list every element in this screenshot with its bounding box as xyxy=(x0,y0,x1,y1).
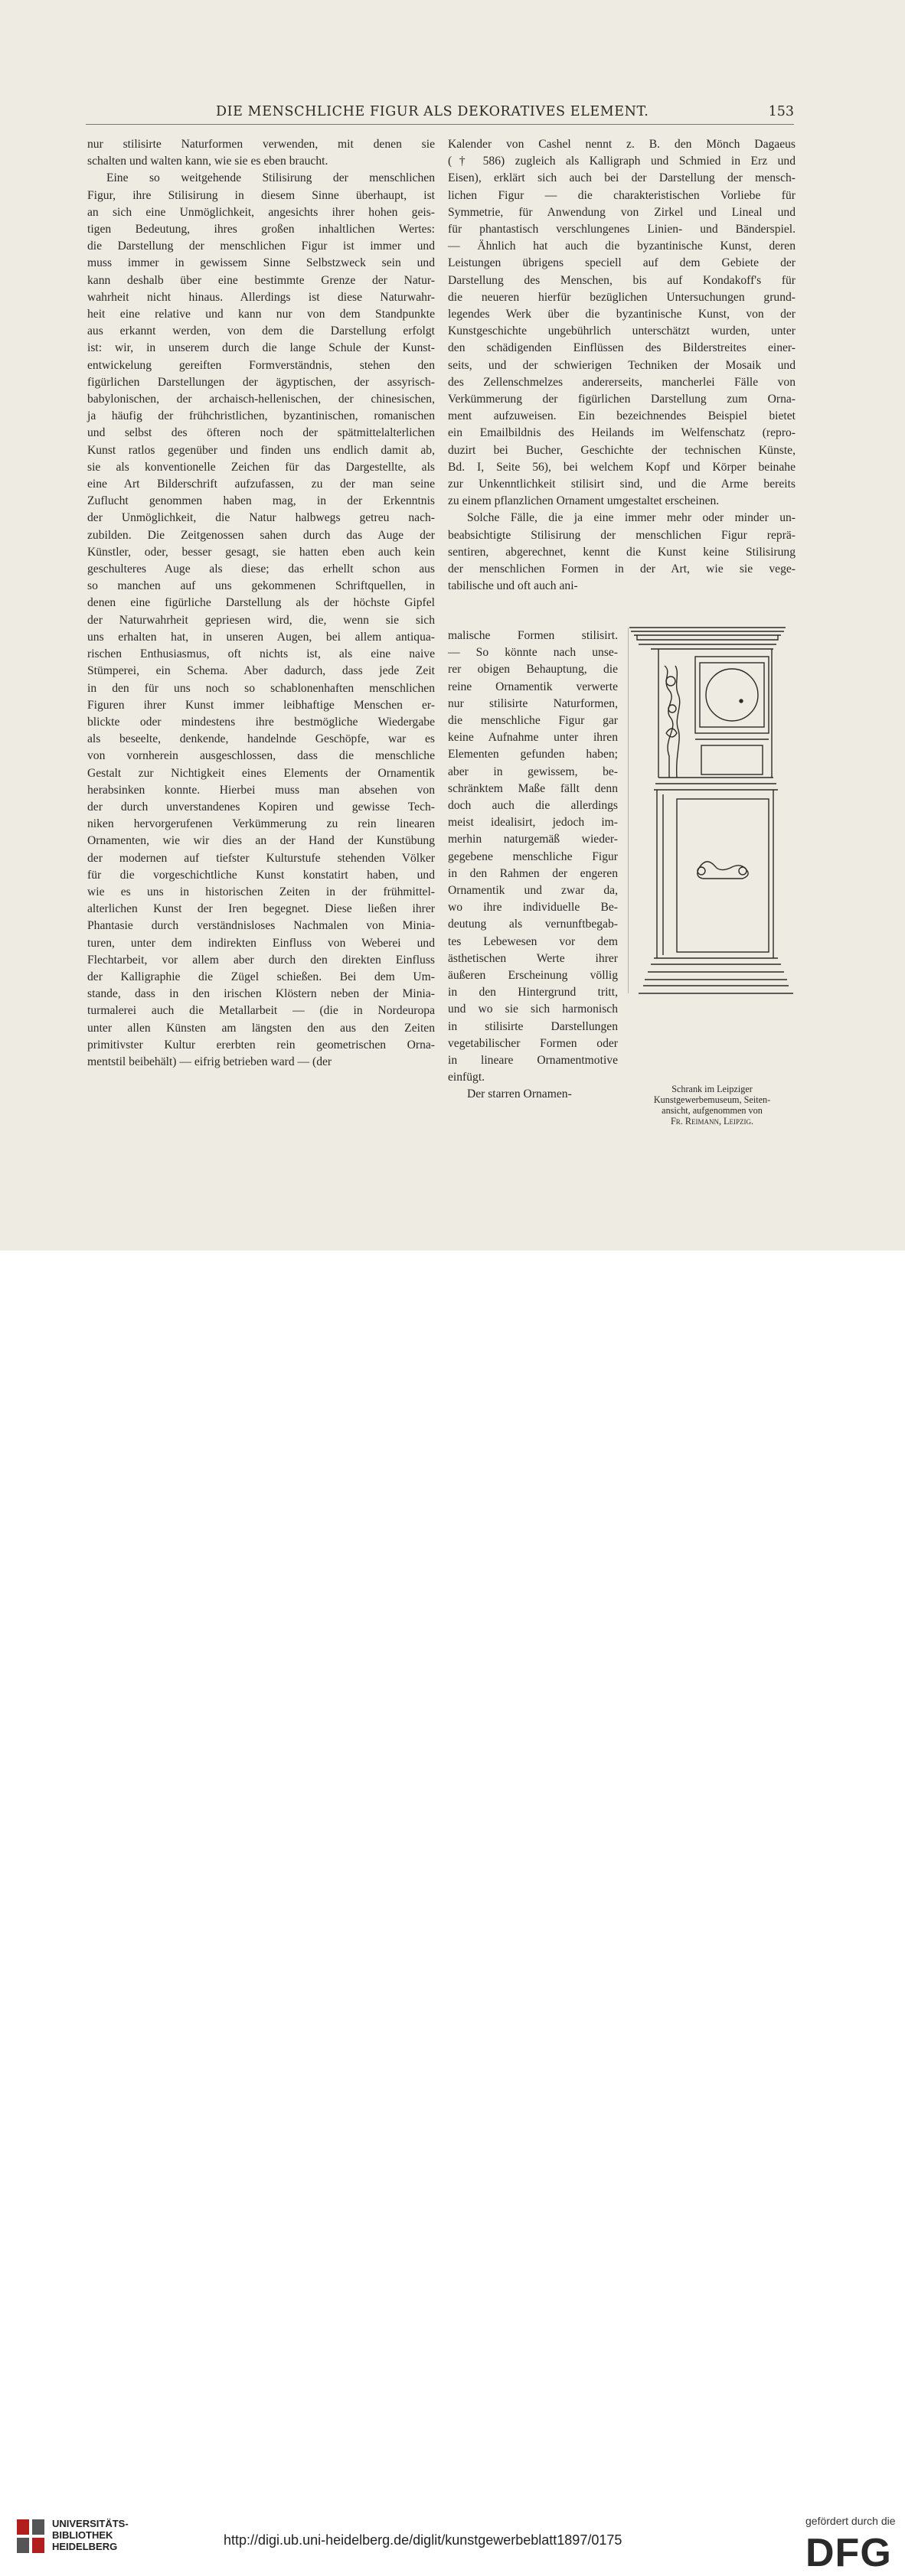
text-line: rer obigen Behauptung, die xyxy=(448,663,618,677)
text-line: babylonischen, der archaisch-hellenischen, der chinesischen, xyxy=(87,393,435,406)
text-line: vegetabilischer Formen oder xyxy=(448,1036,618,1050)
text-line: tes Lebewesen vor dem xyxy=(448,934,618,948)
text-line: stande, dass in den irischen Klöstern neben der Minia- xyxy=(87,987,435,1001)
running-title: DIE MENSCHLICHE FIGUR ALS DEKORATIVES ELEMENT. xyxy=(216,104,649,119)
text-line: zubilden. Die Zeitgenossen sahen durch das Auge der xyxy=(87,528,435,542)
text-line: Kunst ratlos gegenüber und finden uns endlich damit ab, xyxy=(87,443,435,457)
text-line: blickte oder mindestens ihre bestmögliche Wiedergabe xyxy=(87,715,435,729)
text-line: primitivster Kultur ererbten rein geometrischen Orna- xyxy=(87,1038,435,1052)
text-line: äußeren Erscheinung völlig xyxy=(448,969,618,983)
text-line: unter allen Künsten am längsten den aus den Zeiten xyxy=(87,1021,435,1035)
scanned-page xyxy=(0,0,905,1251)
text-line: († 586) zugleich als Kalligraph und Schmied in Erz und xyxy=(448,155,796,168)
text-line: Phantasie durch verständnisloses Nachmalen von Minia- xyxy=(87,919,435,933)
text-line: aus erkannt werden, von dem die Darstellung erfolgt xyxy=(87,324,435,338)
university-library-name[interactable] xyxy=(52,2518,129,2552)
text-line: so manchen auf uns gekommenen Schriftquellen, in xyxy=(87,579,435,593)
text-line: Figuren ihrer Kunst immer leibhaftige Menschen er- xyxy=(87,698,435,712)
text-line: duzirt bei Bucher, Geschichte der technischen Künste, xyxy=(448,443,796,457)
text-line: einfügt. xyxy=(448,1071,485,1084)
text-line: für phantastisch verschlungenes Linien- und Bänderspiel. xyxy=(448,223,796,236)
text-line: muss immer in gewissem Sinne Selbstzweck sein und xyxy=(87,256,435,270)
text-line: doch auch die allerdings xyxy=(448,799,618,813)
text-line: Ornamentik und zwar da, xyxy=(448,884,618,898)
text-line: Solche Fälle, die ja eine immer mehr oder minder un- xyxy=(466,511,796,525)
text-line: tabilische und oft auch ani- xyxy=(448,579,578,593)
library-name-line: BIBLIOTHEK xyxy=(52,2529,113,2541)
cabinet-illustration xyxy=(628,626,796,1081)
text-line: ein Emailbildnis des Heilands im Welfenschatz (repro- xyxy=(448,426,796,440)
text-line: Gestalt zur Nichtigkeit eines Elements der Ornamentik xyxy=(87,766,435,780)
caption-line: Kunstgewerbemuseum, Seiten- xyxy=(653,1094,771,1105)
text-line: Kalender von Cashel nennt z. B. den Mönch Dagaeus xyxy=(448,138,796,151)
caption-line: ansicht, aufgenommen von xyxy=(662,1105,763,1116)
text-line: turmalerei auch die Metallarbeit — (die in Nordeuropa xyxy=(87,1004,435,1018)
text-line: wie es uns in historischen Zeiten in der frühmittel- xyxy=(87,885,435,898)
text-line: des Zellenschmelzes andererseits, mancherlei Fälle von xyxy=(448,375,796,389)
text-line: — So könnte nach unse- xyxy=(448,646,618,660)
text-line: in stilisirte Darstellungen xyxy=(448,1019,618,1033)
text-line: Symmetrie, für Anwendung von Zirkel und Lineal und xyxy=(448,205,796,219)
text-line: Leistungen übrigens speciell auf dem Gebiete der xyxy=(448,256,796,270)
text-line: der menschlichen Formen in der Art, wie sie vege- xyxy=(448,562,796,576)
text-line: schalten und walten kann, wie sie es eben braucht. xyxy=(87,155,328,168)
text-line: der Naturwahrheit gepriesen wird, die, wenn sie sich xyxy=(87,613,435,627)
text-line: beabsichtigte Stilisirung der menschlichen Figur reprä- xyxy=(448,528,796,542)
library-name-line: HEIDELBERG xyxy=(52,2541,118,2552)
text-line: malische Formen stilisirt. xyxy=(448,629,618,642)
text-line: seits, und der schwierigen Techniken der Mosaik und xyxy=(448,358,796,372)
text-line: nur stilisirte Naturformen, xyxy=(448,696,618,710)
library-name-line: UNIVERSITÄTS- xyxy=(52,2518,129,2529)
text-line: aber in gewissem, be- xyxy=(448,765,618,778)
text-line: in lineare Ornamentmotive xyxy=(448,1054,618,1068)
text-line: Eisen), erklärt sich auch bei der Darstellung der mensch- xyxy=(448,171,796,185)
text-line: turen, unter dem indirekten Einfluss von Weberei und xyxy=(87,936,435,950)
text-line: von vornherein ausgeschlossen, dass die menschliche xyxy=(87,749,435,763)
text-line: merhin naturgemäß wieder- xyxy=(448,833,618,846)
text-line: uns erhalten hat, in unseren Augen, bei allem antiqua- xyxy=(87,630,435,644)
text-line: die neueren hierfür bezüglichen Untersuchungen grund- xyxy=(448,290,796,304)
text-line: Künstler, oder, besser gesagt, sie hatten eben auch kein xyxy=(87,545,435,559)
caption-line: Schrank im Leipziger xyxy=(671,1084,753,1094)
page-header xyxy=(86,101,794,125)
text-line: in den Rahmen der engeren xyxy=(448,866,618,880)
text-line: legendes Werk über die byzantinische Kunst, von der xyxy=(448,308,796,321)
dfg-logo-icon[interactable]: DFG xyxy=(805,2531,892,2575)
text-line: geschulteres Auge als diese; das erhellt schon aus xyxy=(87,562,435,576)
text-line: wo ihre individuelle Be- xyxy=(448,901,618,915)
text-line: in den für uns noch so schablonenhaften menschlichen xyxy=(87,681,435,695)
text-line: für die vorgeschichtliche Kunst konstatirt haben, und xyxy=(87,868,435,882)
text-line: kann deshalb über eine bestimmte Grenze der Natur- xyxy=(87,273,435,287)
text-line: Bd. I, Seite 56), bei welchem Kopf und Körper beinahe xyxy=(448,460,796,474)
text-line: sentiren, abgerechnet, kennt die Kunst keine Stilisirung xyxy=(448,545,796,559)
text-line: sie als konventionelle Zeichen für das Dargestellte, als xyxy=(87,460,435,474)
text-line: lichen Figur — die charakteristischen Vorliebe für xyxy=(448,188,796,202)
text-line: deutung als vernunftbegab- xyxy=(448,918,618,931)
text-line: denen eine figürliche Darstellung als der höchste Gipfel xyxy=(87,596,435,610)
right-text-column xyxy=(448,136,796,595)
left-text-column xyxy=(87,136,435,1071)
text-line: niken hervorgerufenen Verkümmerung zu rein linearen xyxy=(87,817,435,831)
text-line: zu einem pflanzlichen Ornament umgestaltet erscheinen. xyxy=(448,494,720,508)
text-line: und selbst des öfteren noch der spätmittelalterlichen xyxy=(87,426,435,440)
text-line: herabsinken konnte. Hierbei muss man absehen von xyxy=(87,783,435,797)
text-line: den schädigenden Einflüssen des Bilderstreites einer- xyxy=(448,341,796,355)
text-line: mentstil beibehält) — eifrig betrieben ward — (der xyxy=(87,1055,332,1068)
text-line: Figur, ihre Stilisirung in diesem Sinne überhaupt, ist xyxy=(87,188,435,202)
text-line: zur Unkenntlichkeit stilisirt sind, und die Arme bereits xyxy=(448,478,796,491)
text-line: ja häufig der frühchristlichen, byzantinischen, romanischen xyxy=(87,409,435,423)
text-line: nur stilisirte Naturformen verwenden, mit denen sie xyxy=(87,138,435,151)
text-line: meist idealisirt, jedoch im- xyxy=(448,816,618,830)
text-line: figürlichen Darstellungen der ägyptischen, der assyrisch- xyxy=(87,375,435,389)
permalink-url[interactable]: http://digi.ub.uni-heidelberg.de/diglit/kunstgewerbeblatt1897/0175 xyxy=(224,2532,622,2548)
text-line: Flechtarbeit, vor allem aber durch den direkten Einfluss xyxy=(87,953,435,967)
text-line: entwickelung gereiften Formverständnis, stehen den xyxy=(87,358,435,372)
text-line: Verkümmerung der figürlichen Darstellung zum Orna- xyxy=(448,393,796,406)
text-line: rischen Enthusiasmus, oft nichts ist, als eine naive xyxy=(87,647,435,661)
text-line: Elementen gefunden haben; xyxy=(448,748,618,761)
text-line: in den Hintergrund tritt, xyxy=(448,986,618,999)
text-line: wahrheit nicht hinaus. Allerdings ist diese Naturwahr- xyxy=(87,290,435,304)
text-line: tigen Bedeutung, ihres großen inhaltlichen Wertes: xyxy=(87,223,435,236)
university-library-logo-icon[interactable] xyxy=(15,2516,47,2562)
text-line: ästhetischen Werte ihrer xyxy=(448,951,618,965)
text-line: Stümperei, ein Schema. Aber dadurch, dass jede Zeit xyxy=(87,664,435,678)
footer-bar xyxy=(0,1251,905,2575)
text-line: ment aufzuweisen. Ein bezeichnendes Beispiel bietet xyxy=(448,409,796,423)
text-line: Ornamenten, wie wir dies an der Hand der Kunstübung xyxy=(87,834,435,848)
text-line: der durch unverstandenes Kopiren und gewisse Tech- xyxy=(87,800,435,814)
text-line: gegebene menschliche Figur xyxy=(448,849,618,863)
text-line: als beseelte, denkende, handelnde Geschöpfe, war es xyxy=(87,732,435,746)
text-line: keine Aufnahme unter ihren xyxy=(448,731,618,745)
text-line: reine Ornamentik verwerte xyxy=(448,680,618,693)
caption-line: Fr. Reimann, Leipzig. xyxy=(670,1116,754,1127)
text-line: schränktem Maße fällt denn xyxy=(448,781,618,795)
right-narrow-text-column xyxy=(448,628,618,1104)
text-line: Zuflucht genommen haben mag, in der Erkenntnis xyxy=(87,494,435,508)
figure-caption xyxy=(628,1084,796,1127)
text-line: Darstellung des Menschen, bis auf Kondakoff's für xyxy=(448,273,796,287)
text-line: der modernen auf tiefster Kulturstufe stehenden Völker xyxy=(87,851,435,865)
text-line: und wo sie sich harmonisch xyxy=(448,1003,618,1016)
text-line: Kunstgeschichte ungebührlich unterschätzt wurden, unter xyxy=(448,324,796,338)
text-line: der Kalligraphie die Zügel schießen. Bei dem Um- xyxy=(87,970,435,983)
text-line: — Ähnlich hat auch die byzantinische Kunst, deren xyxy=(448,240,796,253)
text-line: ist: wir, in unserem durch die lange Schule der Kunst- xyxy=(87,341,435,355)
text-line: heit eine relative und kann nur von dem Standpunkte xyxy=(87,308,435,321)
text-line: Der starren Ornamen- xyxy=(466,1087,572,1101)
text-line: alterlichen Kunst der Iren begegnet. Diese ließen ihrer xyxy=(87,902,435,916)
text-line: die Darstellung der menschlichen Figur ist immer und xyxy=(87,240,435,253)
text-line: Eine so weitgehende Stilisirung der menschlichen xyxy=(106,171,435,185)
text-line: der Unmöglichkeit, die Natur halbwegs getreu nach- xyxy=(87,511,435,525)
text-line: die menschliche Figur gar xyxy=(448,714,618,728)
funding-label: gefördert durch die xyxy=(805,2515,896,2527)
page-number: 153 xyxy=(768,104,794,119)
text-line: eine Art Bilderschrift aufzufassen, zu der man seine xyxy=(87,478,435,491)
text-line: an sich eine Unmöglichkeit, angesichts ihrer hohen geis- xyxy=(87,205,435,219)
